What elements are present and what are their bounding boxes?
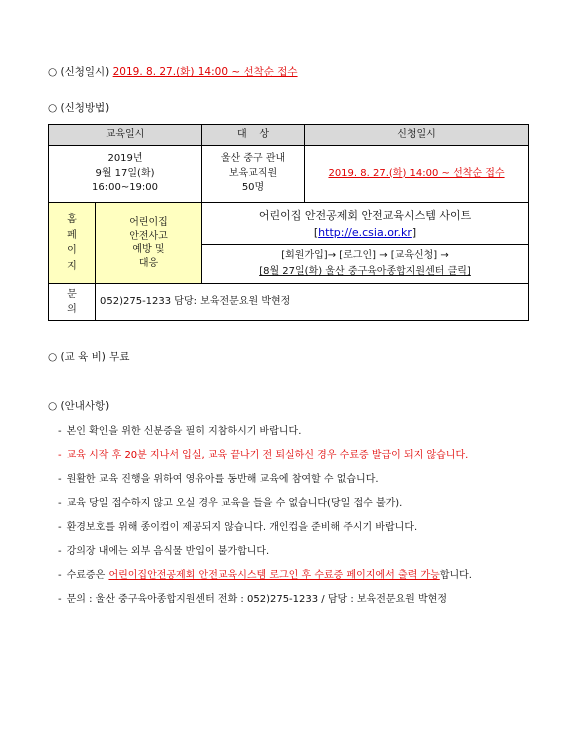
category-line: 어린이집 [129, 217, 168, 229]
side-char: 홈 [67, 214, 77, 226]
category-line: 예방 및 [132, 244, 165, 256]
side-char: 문 [67, 289, 77, 301]
header-apply-date: 신청일시 [397, 128, 436, 140]
header-edu-date: 교육일시 [49, 125, 202, 146]
guide-item [58, 518, 417, 533]
guide-item-text: 합니다. [439, 570, 472, 581]
edu-year: 2019년 [107, 153, 143, 165]
dash-icon: - [58, 546, 62, 557]
homepage-content [202, 203, 529, 284]
dash-icon: - [58, 522, 62, 533]
site-url-link[interactable]: http://e.csia.or.kr [318, 226, 412, 240]
guide-item-text: 원활한 교육 진행을 위하여 영유아를 동반해 교육에 참여할 수 없습니다. [66, 474, 379, 485]
edu-date-cell [49, 146, 202, 203]
table-row-schedule [49, 146, 529, 203]
target-group: 보육교직원 [228, 167, 278, 179]
guide-item-text: 강의장 내에는 외부 음식물 반입이 불가합니다. [66, 546, 270, 557]
apply-date-in-table: 2019. 8. 27.(화) 14:00 ~ 선착순 접수 [328, 167, 505, 179]
guide-item-text: 교육 당일 접수하지 않고 오실 경우 교육을 들을 수 없습니다(당일 접수 불가). [66, 498, 403, 509]
bullet-icon: ○ [48, 351, 58, 363]
apply-date-line [48, 64, 298, 79]
guide-item [58, 422, 301, 437]
certificate-highlight: 어린이집안전공제회 안전교육시스템 로그인 후 수료증 페이지에서 출력 가능 [108, 570, 440, 581]
fee-value: 무료 [109, 351, 130, 363]
homepage-category [96, 203, 202, 284]
side-char: 의 [67, 304, 77, 316]
table-row-homepage [49, 203, 529, 284]
schedule-table [48, 124, 529, 321]
apply-method-line [48, 100, 109, 115]
fee-label: (교 육 비) [60, 351, 106, 363]
guide-item [58, 470, 379, 485]
guide-item-text: 교육 시작 후 20분 지나서 입실, 교육 끝나기 전 퇴실하신 경우 수료증 발급이 되지 않습니다. [66, 450, 469, 461]
site-name: 어린이집 안전공제회 안전교육시스템 사이트 [258, 209, 472, 222]
dash-icon: - [58, 498, 62, 509]
guide-item [58, 446, 468, 461]
bullet-icon: ○ [48, 66, 58, 78]
target-count: 50명 [241, 182, 265, 194]
fee-line [48, 349, 129, 364]
dash-icon: - [58, 474, 62, 485]
signup-steps [202, 245, 528, 283]
header-split-cell [202, 125, 529, 146]
apply-cell [305, 146, 528, 202]
guide-item-text: 환경보호를 위해 종이컵이 제공되지 않습니다. 개인컵을 준비해 주시기 바랍니다. [66, 522, 418, 533]
guide-item [58, 590, 447, 605]
apply-date-value: 2019. 8. 27.(화) 14:00 ~ 선착순 접수 [112, 66, 298, 78]
side-char: 지 [67, 260, 77, 272]
edu-time: 16:00~19:00 [92, 182, 159, 194]
table-header-row [49, 125, 529, 146]
side-char: 페 [67, 229, 77, 241]
apply-date-label: (신청일시) [60, 66, 110, 78]
header-target: 대 상 [202, 125, 305, 145]
guide-title-line [48, 398, 109, 413]
site-url-line [202, 224, 528, 241]
bullet-icon: ○ [48, 400, 58, 412]
target-cell [202, 146, 305, 202]
table-row-inquiry [49, 284, 529, 321]
inquiry-side-label [49, 284, 96, 321]
category-line: 대응 [138, 257, 159, 269]
guide-item [58, 494, 402, 509]
url-bracket: ] [411, 226, 417, 240]
inquiry-text: 052)275-1233 담당: 보육전문요원 박현정 [96, 284, 529, 321]
target-region: 울산 중구 관내 [220, 153, 286, 165]
signup-steps-line1: [회원가입]→ [로그인] → [교육신청] → [281, 250, 449, 262]
guide-label: (안내사항) [60, 400, 110, 412]
guide-item-text: 수료증은 [66, 570, 109, 581]
dash-icon: - [58, 594, 62, 605]
dash-icon: - [58, 570, 62, 581]
homepage-side-label [49, 203, 96, 284]
url-bracket: [ [313, 226, 319, 240]
dash-icon: - [58, 426, 62, 437]
guide-item-text: 본인 확인을 위한 신분증을 필히 지참하시기 바랍니다. [66, 426, 302, 437]
apply-method-label: (신청방법) [60, 102, 110, 114]
guide-item [58, 542, 269, 557]
side-char: 이 [67, 245, 77, 257]
target-apply-split [202, 146, 529, 203]
bullet-icon: ○ [48, 102, 58, 114]
guide-item-text: 문의 : 울산 중구육아종합지원센터 전화 : 052)275-1233 / 담당 : 보육전문요원 박현정 [66, 594, 448, 605]
site-info [202, 203, 528, 245]
guide-item [58, 566, 472, 581]
dash-icon: - [58, 450, 62, 461]
signup-steps-line2: [8월 27일(화) 울산 중구육아종합지원센터 클릭] [259, 266, 471, 278]
category-line: 안전사고 [129, 230, 168, 242]
edu-day: 9월 17일(화) [95, 167, 155, 179]
